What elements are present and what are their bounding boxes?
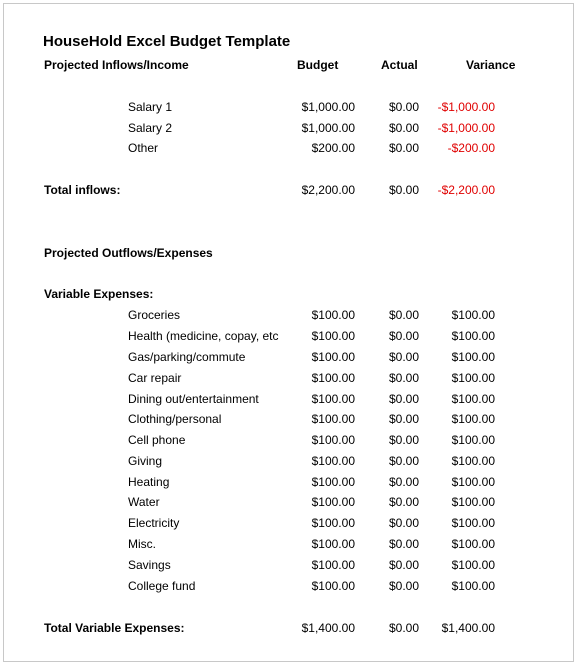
total-inflows-variance: -$2,200.00 [437, 183, 495, 197]
expense-actual: $0.00 [388, 433, 419, 447]
expense-actual: $0.00 [388, 537, 419, 551]
expense-variance: $100.00 [451, 392, 495, 406]
expense-label: Dining out/entertainment [128, 392, 259, 406]
expense-actual: $0.00 [388, 579, 419, 593]
expense-label: Electricity [128, 516, 180, 530]
income-actual: $0.00 [388, 141, 419, 155]
expense-actual: $0.00 [388, 412, 419, 426]
expense-budget: $100.00 [311, 371, 355, 385]
expense-label: Clothing/personal [128, 412, 222, 426]
expense-label: Heating [128, 475, 170, 489]
expense-budget: $100.00 [311, 475, 355, 489]
income-budget: $1,000.00 [301, 100, 355, 114]
expense-budget: $100.00 [311, 433, 355, 447]
expense-budget: $100.00 [311, 329, 355, 343]
outflows-section-header: Projected Outflows/Expenses [44, 246, 213, 260]
total-variable-label: Total Variable Expenses: [44, 621, 185, 635]
actual-column-header: Actual [381, 58, 418, 72]
expense-actual: $0.00 [388, 350, 419, 364]
expense-budget: $100.00 [311, 308, 355, 322]
total-variable-actual: $0.00 [388, 621, 419, 635]
expense-variance: $100.00 [451, 329, 495, 343]
expense-budget: $100.00 [311, 516, 355, 530]
variance-column-header: Variance [466, 58, 516, 72]
expense-budget: $100.00 [311, 495, 355, 509]
expense-variance: $100.00 [451, 350, 495, 364]
expense-variance: $100.00 [451, 495, 495, 509]
expense-budget: $100.00 [311, 350, 355, 364]
expense-actual: $0.00 [388, 454, 419, 468]
total-inflows-actual: $0.00 [388, 183, 419, 197]
expense-actual: $0.00 [388, 392, 419, 406]
total-inflows-label: Total inflows: [44, 183, 121, 197]
expense-label: Water [128, 495, 160, 509]
page-title: HouseHold Excel Budget Template [43, 33, 291, 50]
total-inflows-budget: $2,200.00 [301, 183, 355, 197]
expense-label: Cell phone [128, 433, 186, 447]
inflows-section-header: Projected Inflows/Income [44, 58, 189, 72]
expense-variance: $100.00 [451, 475, 495, 489]
expense-label: Gas/parking/commute [128, 350, 246, 364]
income-actual: $0.00 [388, 100, 419, 114]
expense-actual: $0.00 [388, 516, 419, 530]
expense-actual: $0.00 [388, 308, 419, 322]
income-budget: $200.00 [311, 141, 355, 155]
expense-budget: $100.00 [311, 454, 355, 468]
income-label: Salary 1 [128, 100, 173, 114]
expense-actual: $0.00 [388, 371, 419, 385]
expense-actual: $0.00 [388, 495, 419, 509]
expense-label: Car repair [128, 371, 182, 385]
expense-variance: $100.00 [451, 412, 495, 426]
total-variable-budget: $1,400.00 [301, 621, 355, 635]
variable-expenses-header: Variable Expenses: [44, 287, 154, 301]
expense-variance: $100.00 [451, 371, 495, 385]
expense-variance: $100.00 [451, 516, 495, 530]
expense-budget: $100.00 [311, 558, 355, 572]
expense-label: Health (medicine, copay, etc [128, 329, 279, 343]
expense-variance: $100.00 [451, 579, 495, 593]
total-variable-variance: $1,400.00 [441, 621, 495, 635]
expense-label: Groceries [128, 308, 181, 322]
expense-variance: $100.00 [451, 433, 495, 447]
expense-variance: $100.00 [451, 558, 495, 572]
income-actual: $0.00 [388, 121, 419, 135]
expense-budget: $100.00 [311, 537, 355, 551]
budget-column-header: Budget [297, 58, 339, 72]
expense-budget: $100.00 [311, 579, 355, 593]
expense-budget: $100.00 [311, 392, 355, 406]
expense-actual: $0.00 [388, 475, 419, 489]
income-label: Salary 2 [128, 121, 173, 135]
income-variance: -$1,000.00 [437, 100, 495, 114]
expense-label: Giving [128, 454, 163, 468]
income-budget: $1,000.00 [301, 121, 355, 135]
expense-actual: $0.00 [388, 558, 419, 572]
expense-budget: $100.00 [311, 412, 355, 426]
income-variance: -$1,000.00 [437, 121, 495, 135]
income-variance: -$200.00 [447, 141, 495, 155]
budget-sheet [3, 3, 574, 662]
expense-variance: $100.00 [451, 537, 495, 551]
expense-label: Savings [128, 558, 171, 572]
expense-label: College fund [128, 579, 196, 593]
income-label: Other [128, 141, 159, 155]
expense-label: Misc. [128, 537, 156, 551]
expense-variance: $100.00 [451, 308, 495, 322]
expense-variance: $100.00 [451, 454, 495, 468]
expense-actual: $0.00 [388, 329, 419, 343]
